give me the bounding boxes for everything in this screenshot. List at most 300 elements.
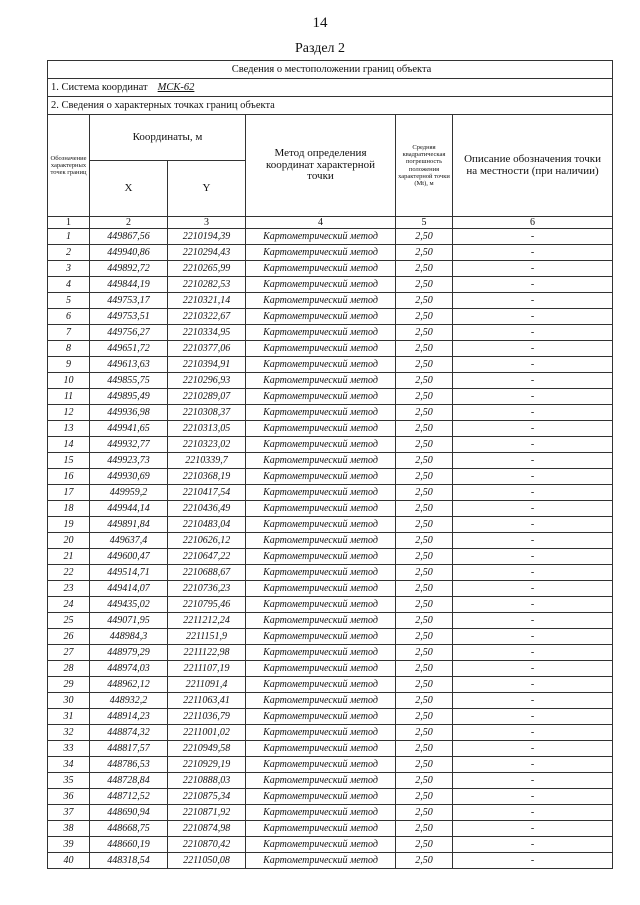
method-cell: Картометрический метод xyxy=(246,645,396,661)
y-coordinate-cell: 2210282,53 xyxy=(168,277,246,293)
table-row xyxy=(48,517,613,533)
table-row xyxy=(48,501,613,517)
accuracy-cell: 2,50 xyxy=(396,245,453,261)
method-cell: Картометрический метод xyxy=(246,789,396,805)
y-coordinate-cell: 2210265,99 xyxy=(168,261,246,277)
point-number-cell: 17 xyxy=(48,485,90,501)
description-cell: - xyxy=(453,389,613,405)
x-coordinate-cell: 449892,72 xyxy=(90,261,168,277)
table-row xyxy=(48,693,613,709)
point-number-cell: 18 xyxy=(48,501,90,517)
point-number-cell: 31 xyxy=(48,709,90,725)
y-coordinate-cell: 2211151,9 xyxy=(168,629,246,645)
method-cell: Картометрический метод xyxy=(246,693,396,709)
table-row xyxy=(48,485,613,501)
y-coordinate-cell: 2210688,67 xyxy=(168,565,246,581)
y-coordinate-cell: 2211001,02 xyxy=(168,725,246,741)
method-cell: Картометрический метод xyxy=(246,853,396,869)
method-cell: Картометрический метод xyxy=(246,437,396,453)
x-coordinate-cell: 449613,63 xyxy=(90,357,168,373)
accuracy-cell: 2,50 xyxy=(396,597,453,613)
col-header-accuracy: Средняя квадратическая погрешность положения характерной точки (Mt), м xyxy=(396,115,453,217)
method-cell: Картометрический метод xyxy=(246,293,396,309)
description-cell: - xyxy=(453,709,613,725)
table-row xyxy=(48,357,613,373)
y-coordinate-cell: 2211212,24 xyxy=(168,613,246,629)
table-row xyxy=(48,549,613,565)
table-row xyxy=(48,597,613,613)
col-header-x: X xyxy=(90,161,168,217)
table-row xyxy=(48,421,613,437)
table-row xyxy=(48,389,613,405)
point-number-cell: 22 xyxy=(48,565,90,581)
accuracy-cell: 2,50 xyxy=(396,341,453,357)
y-coordinate-cell: 2210323,02 xyxy=(168,437,246,453)
y-coordinate-cell: 2210871,92 xyxy=(168,805,246,821)
table-row xyxy=(48,629,613,645)
table-row xyxy=(48,613,613,629)
index-cell: 5 xyxy=(396,217,453,229)
accuracy-cell: 2,50 xyxy=(396,437,453,453)
boundary-points-table xyxy=(47,60,613,869)
y-coordinate-cell: 2210321,14 xyxy=(168,293,246,309)
y-coordinate-cell: 2210194,39 xyxy=(168,229,246,245)
x-coordinate-cell: 448712,52 xyxy=(90,789,168,805)
point-number-cell: 21 xyxy=(48,549,90,565)
y-coordinate-cell: 2210436,49 xyxy=(168,501,246,517)
x-coordinate-cell: 448984,3 xyxy=(90,629,168,645)
method-cell: Картометрический метод xyxy=(246,389,396,405)
y-coordinate-cell: 2210870,42 xyxy=(168,837,246,853)
table-row xyxy=(48,533,613,549)
accuracy-cell: 2,50 xyxy=(396,229,453,245)
y-coordinate-cell: 2211091,4 xyxy=(168,677,246,693)
accuracy-cell: 2,50 xyxy=(396,629,453,645)
y-coordinate-cell: 2211107,19 xyxy=(168,661,246,677)
x-coordinate-cell: 449753,51 xyxy=(90,309,168,325)
method-cell: Картометрический метод xyxy=(246,741,396,757)
point-number-cell: 29 xyxy=(48,677,90,693)
coord-system-value: МСК-62 xyxy=(157,82,195,93)
table-row xyxy=(48,581,613,597)
method-cell: Картометрический метод xyxy=(246,565,396,581)
point-number-cell: 20 xyxy=(48,533,90,549)
col-header-description: Описание обозначения точки на местности (при наличии) xyxy=(453,115,613,217)
col-header-coords: Координаты, м xyxy=(90,115,246,161)
description-cell: - xyxy=(453,469,613,485)
table-row xyxy=(48,341,613,357)
section-title: Раздел 2 xyxy=(294,41,346,56)
method-cell: Картометрический метод xyxy=(246,597,396,613)
y-coordinate-cell: 2210875,34 xyxy=(168,789,246,805)
method-cell: Картометрический метод xyxy=(246,677,396,693)
point-number-cell: 15 xyxy=(48,453,90,469)
x-coordinate-cell: 448979,29 xyxy=(90,645,168,661)
table-row xyxy=(48,261,613,277)
x-coordinate-cell: 449414,07 xyxy=(90,581,168,597)
y-coordinate-cell: 2210626,12 xyxy=(168,533,246,549)
point-number-cell: 11 xyxy=(48,389,90,405)
table-row xyxy=(48,453,613,469)
table-row xyxy=(48,325,613,341)
point-number-cell: 4 xyxy=(48,277,90,293)
method-cell: Картометрический метод xyxy=(246,309,396,325)
y-coordinate-cell: 2211063,41 xyxy=(168,693,246,709)
x-coordinate-cell: 449867,56 xyxy=(90,229,168,245)
x-coordinate-cell: 448914,23 xyxy=(90,709,168,725)
method-cell: Картометрический метод xyxy=(246,773,396,789)
y-coordinate-cell: 2210377,06 xyxy=(168,341,246,357)
accuracy-cell: 2,50 xyxy=(396,805,453,821)
description-cell: - xyxy=(453,565,613,581)
x-coordinate-cell: 449756,27 xyxy=(90,325,168,341)
table-row xyxy=(48,245,613,261)
point-number-cell: 6 xyxy=(48,309,90,325)
x-coordinate-cell: 448690,94 xyxy=(90,805,168,821)
point-number-cell: 14 xyxy=(48,437,90,453)
description-cell: - xyxy=(453,629,613,645)
method-cell: Картометрический метод xyxy=(246,821,396,837)
method-cell: Картометрический метод xyxy=(246,421,396,437)
description-cell: - xyxy=(453,357,613,373)
description-cell: - xyxy=(453,245,613,261)
description-cell: - xyxy=(453,405,613,421)
accuracy-cell: 2,50 xyxy=(396,405,453,421)
col-header-y: Y xyxy=(168,161,246,217)
col-header-method: Метод определения координат характерной точки xyxy=(246,115,396,217)
point-number-cell: 27 xyxy=(48,645,90,661)
description-cell: - xyxy=(453,581,613,597)
point-number-cell: 9 xyxy=(48,357,90,373)
table-row xyxy=(48,789,613,805)
table-row xyxy=(48,853,613,869)
y-coordinate-cell: 2210289,07 xyxy=(168,389,246,405)
accuracy-cell: 2,50 xyxy=(396,325,453,341)
description-cell: - xyxy=(453,661,613,677)
x-coordinate-cell: 449936,98 xyxy=(90,405,168,421)
method-cell: Картометрический метод xyxy=(246,357,396,373)
description-cell: - xyxy=(453,597,613,613)
description-cell: - xyxy=(453,725,613,741)
page-number: 14 xyxy=(312,15,328,31)
point-number-cell: 12 xyxy=(48,405,90,421)
table-row xyxy=(48,725,613,741)
index-cell: 4 xyxy=(246,217,396,229)
method-cell: Картометрический метод xyxy=(246,757,396,773)
description-cell: - xyxy=(453,805,613,821)
description-cell: - xyxy=(453,421,613,437)
y-coordinate-cell: 2210647,22 xyxy=(168,549,246,565)
method-cell: Картометрический метод xyxy=(246,245,396,261)
accuracy-cell: 2,50 xyxy=(396,661,453,677)
description-cell: - xyxy=(453,517,613,533)
x-coordinate-cell: 449895,49 xyxy=(90,389,168,405)
method-cell: Картометрический метод xyxy=(246,613,396,629)
point-number-cell: 37 xyxy=(48,805,90,821)
y-coordinate-cell: 2210368,19 xyxy=(168,469,246,485)
table-row xyxy=(48,757,613,773)
x-coordinate-cell: 448660,19 xyxy=(90,837,168,853)
accuracy-cell: 2,50 xyxy=(396,485,453,501)
table-row xyxy=(48,661,613,677)
point-number-cell: 25 xyxy=(48,613,90,629)
y-coordinate-cell: 2211050,08 xyxy=(168,853,246,869)
y-coordinate-cell: 2210483,04 xyxy=(168,517,246,533)
method-cell: Картометрический метод xyxy=(246,581,396,597)
table-row xyxy=(48,565,613,581)
coord-system-row xyxy=(48,79,613,97)
x-coordinate-cell: 449514,71 xyxy=(90,565,168,581)
col-header-point: Обозначение характерных точек границ xyxy=(48,115,90,217)
x-coordinate-cell: 449844,19 xyxy=(90,277,168,293)
point-number-cell: 26 xyxy=(48,629,90,645)
accuracy-cell: 2,50 xyxy=(396,693,453,709)
table-row xyxy=(48,805,613,821)
x-coordinate-cell: 449600,47 xyxy=(90,549,168,565)
point-number-cell: 1 xyxy=(48,229,90,245)
description-cell: - xyxy=(453,773,613,789)
table-row xyxy=(48,677,613,693)
table-row xyxy=(48,469,613,485)
index-cell: 3 xyxy=(168,217,246,229)
point-number-cell: 28 xyxy=(48,661,90,677)
method-cell: Картометрический метод xyxy=(246,469,396,485)
accuracy-cell: 2,50 xyxy=(396,309,453,325)
y-coordinate-cell: 2210736,23 xyxy=(168,581,246,597)
method-cell: Картометрический метод xyxy=(246,229,396,245)
accuracy-cell: 2,50 xyxy=(396,613,453,629)
y-coordinate-cell: 2210313,05 xyxy=(168,421,246,437)
accuracy-cell: 2,50 xyxy=(396,533,453,549)
x-coordinate-cell: 449941,65 xyxy=(90,421,168,437)
accuracy-cell: 2,50 xyxy=(396,677,453,693)
method-cell: Картометрический метод xyxy=(246,261,396,277)
accuracy-cell: 2,50 xyxy=(396,501,453,517)
method-cell: Картометрический метод xyxy=(246,805,396,821)
description-cell: - xyxy=(453,821,613,837)
y-coordinate-cell: 2210308,37 xyxy=(168,405,246,421)
method-cell: Картометрический метод xyxy=(246,517,396,533)
accuracy-cell: 2,50 xyxy=(396,789,453,805)
point-number-cell: 30 xyxy=(48,693,90,709)
accuracy-cell: 2,50 xyxy=(396,821,453,837)
points-label: 2. Сведения о характерных точках границ объекта xyxy=(48,97,613,115)
x-coordinate-cell: 448668,75 xyxy=(90,821,168,837)
description-cell: - xyxy=(453,293,613,309)
point-number-cell: 7 xyxy=(48,325,90,341)
y-coordinate-cell: 2210394,91 xyxy=(168,357,246,373)
accuracy-cell: 2,50 xyxy=(396,389,453,405)
y-coordinate-cell: 2210334,95 xyxy=(168,325,246,341)
description-cell: - xyxy=(453,325,613,341)
method-cell: Картометрический метод xyxy=(246,277,396,293)
x-coordinate-cell: 448318,54 xyxy=(90,853,168,869)
x-coordinate-cell: 449435,02 xyxy=(90,597,168,613)
accuracy-cell: 2,50 xyxy=(396,741,453,757)
accuracy-cell: 2,50 xyxy=(396,469,453,485)
table-row xyxy=(48,821,613,837)
table-row xyxy=(48,293,613,309)
description-cell: - xyxy=(453,341,613,357)
description-cell: - xyxy=(453,853,613,869)
accuracy-cell: 2,50 xyxy=(396,645,453,661)
description-cell: - xyxy=(453,677,613,693)
method-cell: Картометрический метод xyxy=(246,549,396,565)
description-cell: - xyxy=(453,229,613,245)
method-cell: Картометрический метод xyxy=(246,485,396,501)
description-cell: - xyxy=(453,741,613,757)
x-coordinate-cell: 448728,84 xyxy=(90,773,168,789)
accuracy-cell: 2,50 xyxy=(396,565,453,581)
table-row xyxy=(48,373,613,389)
x-coordinate-cell: 449855,75 xyxy=(90,373,168,389)
x-coordinate-cell: 449944,14 xyxy=(90,501,168,517)
x-coordinate-cell: 449923,73 xyxy=(90,453,168,469)
accuracy-cell: 2,50 xyxy=(396,421,453,437)
accuracy-cell: 2,50 xyxy=(396,757,453,773)
y-coordinate-cell: 2211036,79 xyxy=(168,709,246,725)
x-coordinate-cell: 449637,4 xyxy=(90,533,168,549)
accuracy-cell: 2,50 xyxy=(396,581,453,597)
index-row xyxy=(48,217,613,229)
x-coordinate-cell: 449651,72 xyxy=(90,341,168,357)
y-coordinate-cell: 2210296,93 xyxy=(168,373,246,389)
point-number-cell: 36 xyxy=(48,789,90,805)
description-cell: - xyxy=(453,437,613,453)
method-cell: Картометрический метод xyxy=(246,405,396,421)
x-coordinate-cell: 449932,77 xyxy=(90,437,168,453)
accuracy-cell: 2,50 xyxy=(396,357,453,373)
description-cell: - xyxy=(453,645,613,661)
table-row xyxy=(48,405,613,421)
point-number-cell: 38 xyxy=(48,821,90,837)
index-cell: 2 xyxy=(90,217,168,229)
description-cell: - xyxy=(453,453,613,469)
y-coordinate-cell: 2210929,19 xyxy=(168,757,246,773)
method-cell: Картометрический метод xyxy=(246,453,396,469)
point-number-cell: 3 xyxy=(48,261,90,277)
x-coordinate-cell: 449891,84 xyxy=(90,517,168,533)
table-row xyxy=(48,773,613,789)
table-row xyxy=(48,229,613,245)
x-coordinate-cell: 448874,32 xyxy=(90,725,168,741)
accuracy-cell: 2,50 xyxy=(396,261,453,277)
point-number-cell: 5 xyxy=(48,293,90,309)
point-number-cell: 10 xyxy=(48,373,90,389)
table-body xyxy=(48,229,613,869)
y-coordinate-cell: 2210322,67 xyxy=(168,309,246,325)
y-coordinate-cell: 2211122,98 xyxy=(168,645,246,661)
point-number-cell: 40 xyxy=(48,853,90,869)
method-cell: Картометрический метод xyxy=(246,837,396,853)
method-cell: Картометрический метод xyxy=(246,341,396,357)
x-coordinate-cell: 449930,69 xyxy=(90,469,168,485)
x-coordinate-cell: 449753,17 xyxy=(90,293,168,309)
description-cell: - xyxy=(453,277,613,293)
point-number-cell: 24 xyxy=(48,597,90,613)
accuracy-cell: 2,50 xyxy=(396,773,453,789)
accuracy-cell: 2,50 xyxy=(396,549,453,565)
table-row xyxy=(48,277,613,293)
accuracy-cell: 2,50 xyxy=(396,837,453,853)
y-coordinate-cell: 2210874,98 xyxy=(168,821,246,837)
x-coordinate-cell: 448962,12 xyxy=(90,677,168,693)
method-cell: Картометрический метод xyxy=(246,501,396,517)
x-coordinate-cell: 449959,2 xyxy=(90,485,168,501)
point-number-cell: 2 xyxy=(48,245,90,261)
point-number-cell: 39 xyxy=(48,837,90,853)
description-cell: - xyxy=(453,373,613,389)
coord-system-label: 1. Система координат xyxy=(51,82,148,93)
table-row xyxy=(48,741,613,757)
method-cell: Картометрический метод xyxy=(246,373,396,389)
point-number-cell: 35 xyxy=(48,773,90,789)
method-cell: Картометрический метод xyxy=(246,725,396,741)
accuracy-cell: 2,50 xyxy=(396,853,453,869)
table-row xyxy=(48,437,613,453)
accuracy-cell: 2,50 xyxy=(396,517,453,533)
x-coordinate-cell: 448974,03 xyxy=(90,661,168,677)
y-coordinate-cell: 2210339,7 xyxy=(168,453,246,469)
description-cell: - xyxy=(453,533,613,549)
y-coordinate-cell: 2210417,54 xyxy=(168,485,246,501)
table-row xyxy=(48,309,613,325)
accuracy-cell: 2,50 xyxy=(396,277,453,293)
table-row xyxy=(48,709,613,725)
y-coordinate-cell: 2210888,03 xyxy=(168,773,246,789)
method-cell: Картометрический метод xyxy=(246,533,396,549)
method-cell: Картометрический метод xyxy=(246,629,396,645)
table-title: Сведения о местоположении границ объекта xyxy=(48,61,613,79)
method-cell: Картометрический метод xyxy=(246,325,396,341)
point-number-cell: 8 xyxy=(48,341,90,357)
point-number-cell: 16 xyxy=(48,469,90,485)
point-number-cell: 23 xyxy=(48,581,90,597)
accuracy-cell: 2,50 xyxy=(396,453,453,469)
description-cell: - xyxy=(453,693,613,709)
y-coordinate-cell: 2210795,46 xyxy=(168,597,246,613)
index-cell: 1 xyxy=(48,217,90,229)
y-coordinate-cell: 2210294,43 xyxy=(168,245,246,261)
accuracy-cell: 2,50 xyxy=(396,709,453,725)
description-cell: - xyxy=(453,549,613,565)
accuracy-cell: 2,50 xyxy=(396,373,453,389)
accuracy-cell: 2,50 xyxy=(396,725,453,741)
table-row xyxy=(48,645,613,661)
description-cell: - xyxy=(453,757,613,773)
point-number-cell: 33 xyxy=(48,741,90,757)
x-coordinate-cell: 449071,95 xyxy=(90,613,168,629)
point-number-cell: 34 xyxy=(48,757,90,773)
method-cell: Картометрический метод xyxy=(246,709,396,725)
index-cell: 6 xyxy=(453,217,613,229)
point-number-cell: 19 xyxy=(48,517,90,533)
description-cell: - xyxy=(453,501,613,517)
y-coordinate-cell: 2210949,58 xyxy=(168,741,246,757)
accuracy-cell: 2,50 xyxy=(396,293,453,309)
description-cell: - xyxy=(453,309,613,325)
description-cell: - xyxy=(453,613,613,629)
description-cell: - xyxy=(453,261,613,277)
x-coordinate-cell: 448932,2 xyxy=(90,693,168,709)
method-cell: Картометрический метод xyxy=(246,661,396,677)
description-cell: - xyxy=(453,485,613,501)
x-coordinate-cell: 449940,86 xyxy=(90,245,168,261)
x-coordinate-cell: 448786,53 xyxy=(90,757,168,773)
description-cell: - xyxy=(453,789,613,805)
point-number-cell: 32 xyxy=(48,725,90,741)
x-coordinate-cell: 448817,57 xyxy=(90,741,168,757)
